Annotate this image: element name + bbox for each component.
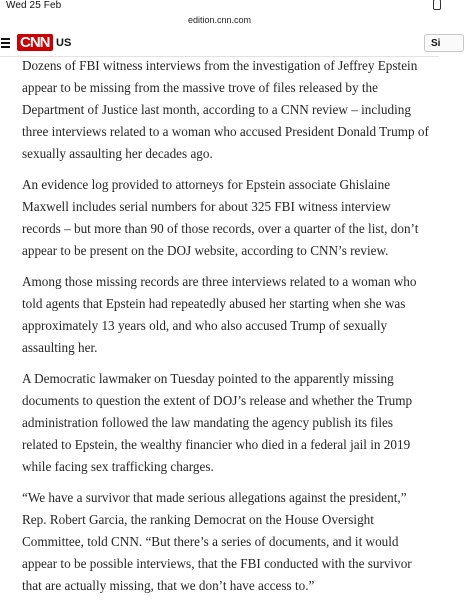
status-time: Wed 25 Feb — [6, 0, 62, 11]
article-paragraph: Dozens of FBI witness interviews from the investigation of Jeffrey Epstein appear to be missing from the massive trove of files released by the Department of Justice last month, according to a CNN review – including three interviews related to a woman who accused President Donald Trump of sexually assaulting her decades ago. — [22, 58, 429, 161]
edition-label[interactable]: US — [56, 37, 72, 49]
url-text[interactable]: edition.cnn.com — [187, 15, 252, 25]
article-paragraph: A Democratic lawmaker on Tuesday pointed to the apparently missing documents to question the extent of DOJ’s release and whether the Trump administration followed the law mandating the agency publish its files related to Epstein, the wealthy financier who died in a federal jail in 2019 while facing sex trafficking charges. — [22, 371, 413, 474]
sign-in-button[interactable]: Si — [424, 34, 464, 52]
article-paragraph: An evidence log provided to attorneys for Epstein associate Ghislaine Maxwell includes serial numbers for about 325 FBI witness interview records – but more than 90 of those records, over a quarter of the list, don’t appear to be present on the DOJ website, according to CNN’s review. — [22, 177, 419, 258]
cnn-logo[interactable]: CNN — [17, 34, 53, 51]
address-bar[interactable] — [0, 12, 439, 30]
article-paragraph: Among those missing records are three interviews related to a woman who told agents that Epstein had repeatedly abused her starting when she was approximately 13 years old, and who also accused Trump of sexually assaulting her. — [22, 274, 417, 355]
site-header — [0, 30, 439, 57]
battery-icon — [433, 0, 441, 10]
article-paragraph: “We have a survivor that made serious allegations against the president,” Rep. Robert Garcia, the ranking Democrat on the House Oversight Committee, told CNN. “But there’s a series of documents, and it would appear to be possible interviews, that the FBI conducted with the survivor that are actually missing, that we don’t have access to.” — [22, 490, 412, 593]
status-bar — [0, 0, 439, 12]
hamburger-menu-icon[interactable] — [1, 38, 10, 47]
